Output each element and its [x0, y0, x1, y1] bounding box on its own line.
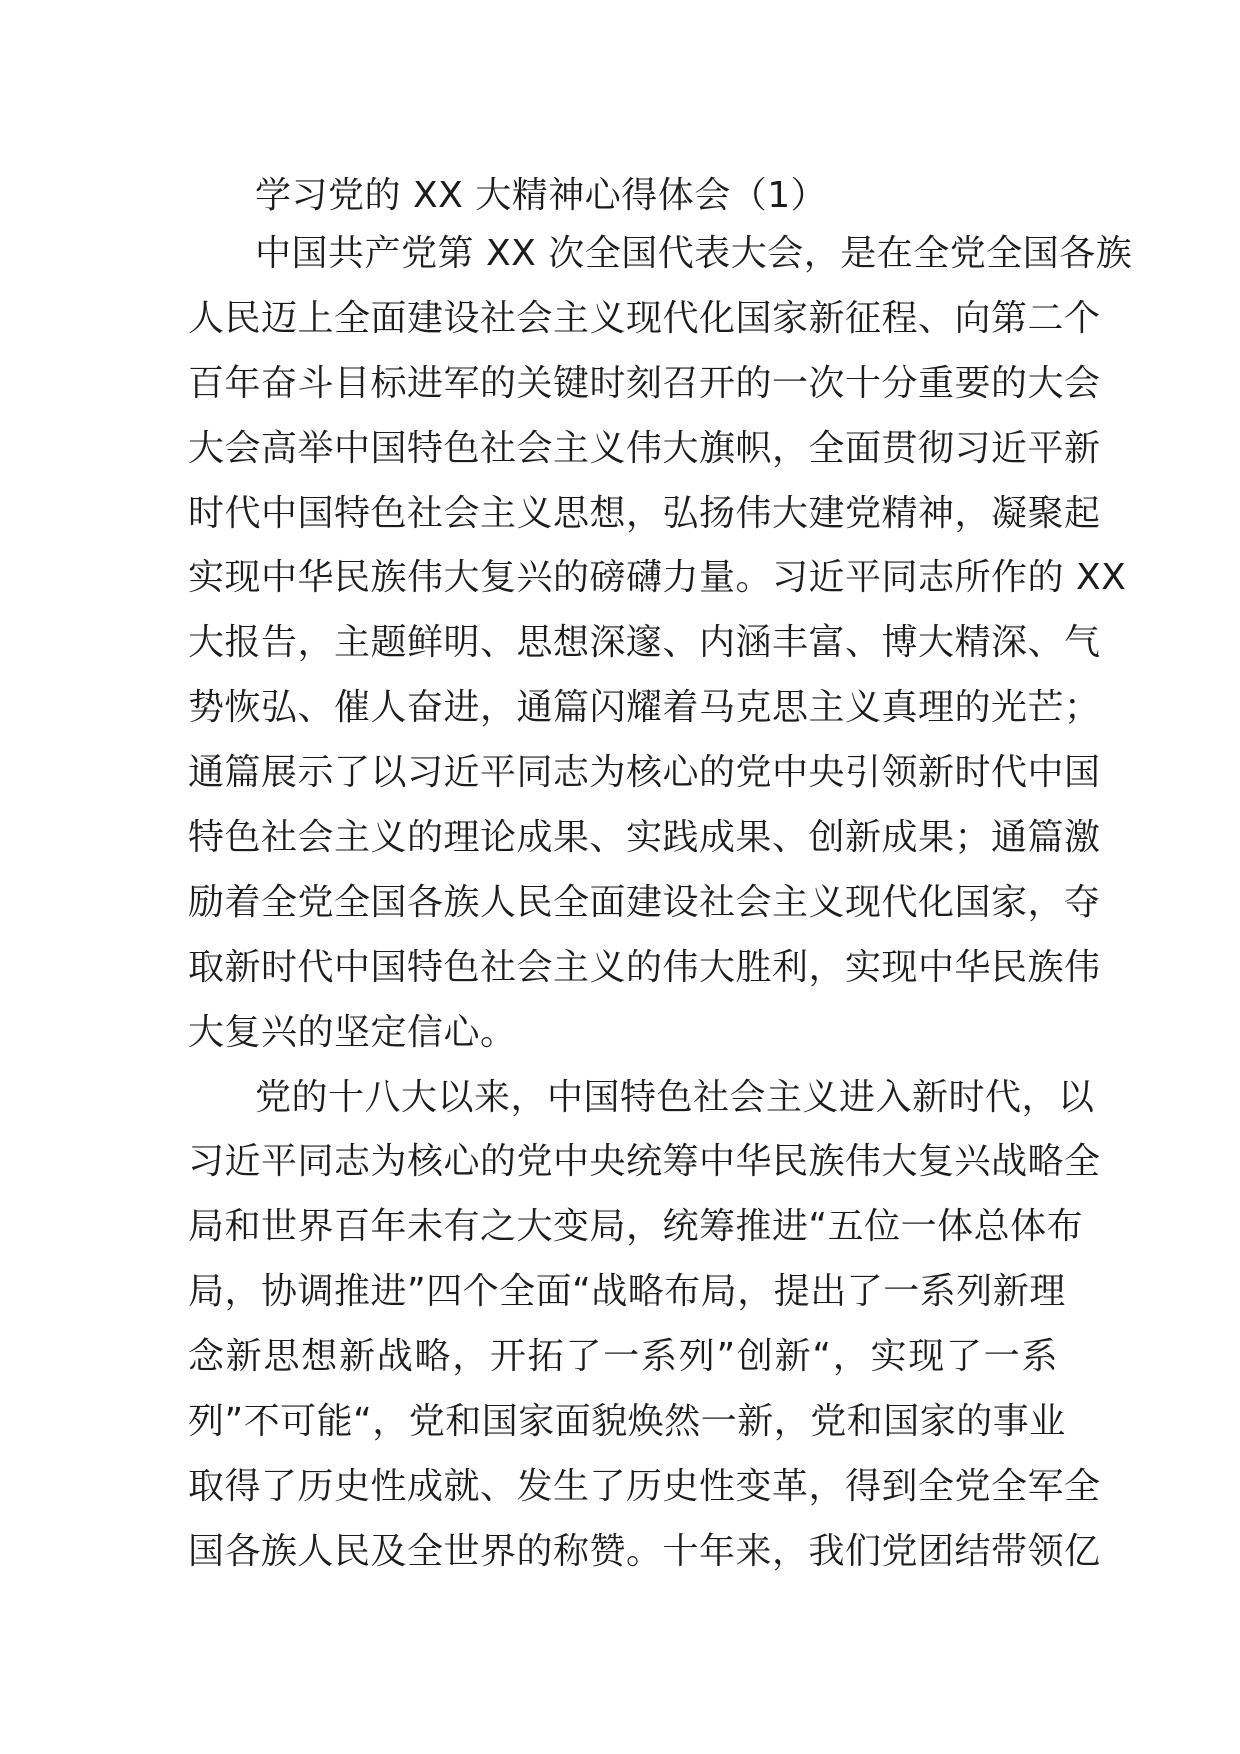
- paragraph-2-line-1: 党的十八大以来，中国特色社会主义进入新时代，以: [255, 1076, 1095, 1118]
- paragraph-1-line-6: 实现中华民族伟大复兴的磅礴力量。习近平同志所作的 XX: [188, 557, 1127, 599]
- paragraph-1-line-11: 励着全党全国各族人民全面建设社会主义现代化国家，夺: [188, 881, 1101, 923]
- paragraph-1-line-13: 大复兴的坚定信心。: [188, 1011, 517, 1053]
- paragraph-1-line-7: 大报告，主题鲜明、思想深邃、内涵丰富、博大精深、气: [188, 622, 1101, 664]
- paragraph-1-line-4: 大会高举中国特色社会主义伟大旗帜，全面贯彻习近平新: [188, 427, 1101, 469]
- paragraph-1-line-10: 特色社会主义的理论成果、实践成果、创新成果；通篇激: [188, 817, 1101, 859]
- paragraph-2-line-8: 国各族人民及全世界的称赞。十年来，我们党团结带领亿: [188, 1530, 1101, 1572]
- paragraph-1-line-12: 取新时代中国特色社会主义的伟大胜利，实现中华民族伟: [188, 946, 1101, 988]
- paragraph-2-line-7: 取得了历史性成就、发生了历史性变革，得到全党全军全: [188, 1465, 1101, 1507]
- document-title: 学习党的 XX 大精神心得体会（1）: [255, 175, 828, 216]
- document-body: [188, 230, 1133, 1593]
- paragraph-1-line-3: 百年奋斗目标进军的关键时刻召开的一次十分重要的大会: [188, 362, 1101, 404]
- paragraph-1-line-2: 人民迈上全面建设社会主义现代化国家新征程、向第二个: [188, 297, 1101, 339]
- paragraph-2-line-6: 列”不可能“，党和国家面貌焕然一新，党和国家的事业: [188, 1401, 1066, 1443]
- paragraph-2-line-5: 念新思想新战略，开拓了一系列”创新“，实现了一系: [188, 1336, 1058, 1378]
- paragraph-1-line-8: 势恢弘、催人奋进，通篇闪耀着马克思主义真理的光芒；: [188, 687, 1101, 729]
- paragraph-2-line-2: 习近平同志为核心的党中央统筹中华民族伟大复兴战略全: [188, 1141, 1101, 1183]
- paragraph-1-line-9: 通篇展示了以习近平同志为核心的党中央引领新时代中国: [188, 752, 1101, 794]
- paragraph-1-line-1: 中国共产党第 XX 次全国代表大会，是在全党全国各族: [255, 233, 1133, 274]
- paragraph-2-line-4: 局，协调推进”四个全面“战略布局，提出了一系列新理: [188, 1271, 1066, 1313]
- paragraph-1-line-5: 时代中国特色社会主义思想，弘扬伟大建党精神，凝聚起: [188, 492, 1101, 534]
- paragraph-2-line-3: 局和世界百年未有之大变局，统筹推进“五位一体总体布: [188, 1206, 1084, 1248]
